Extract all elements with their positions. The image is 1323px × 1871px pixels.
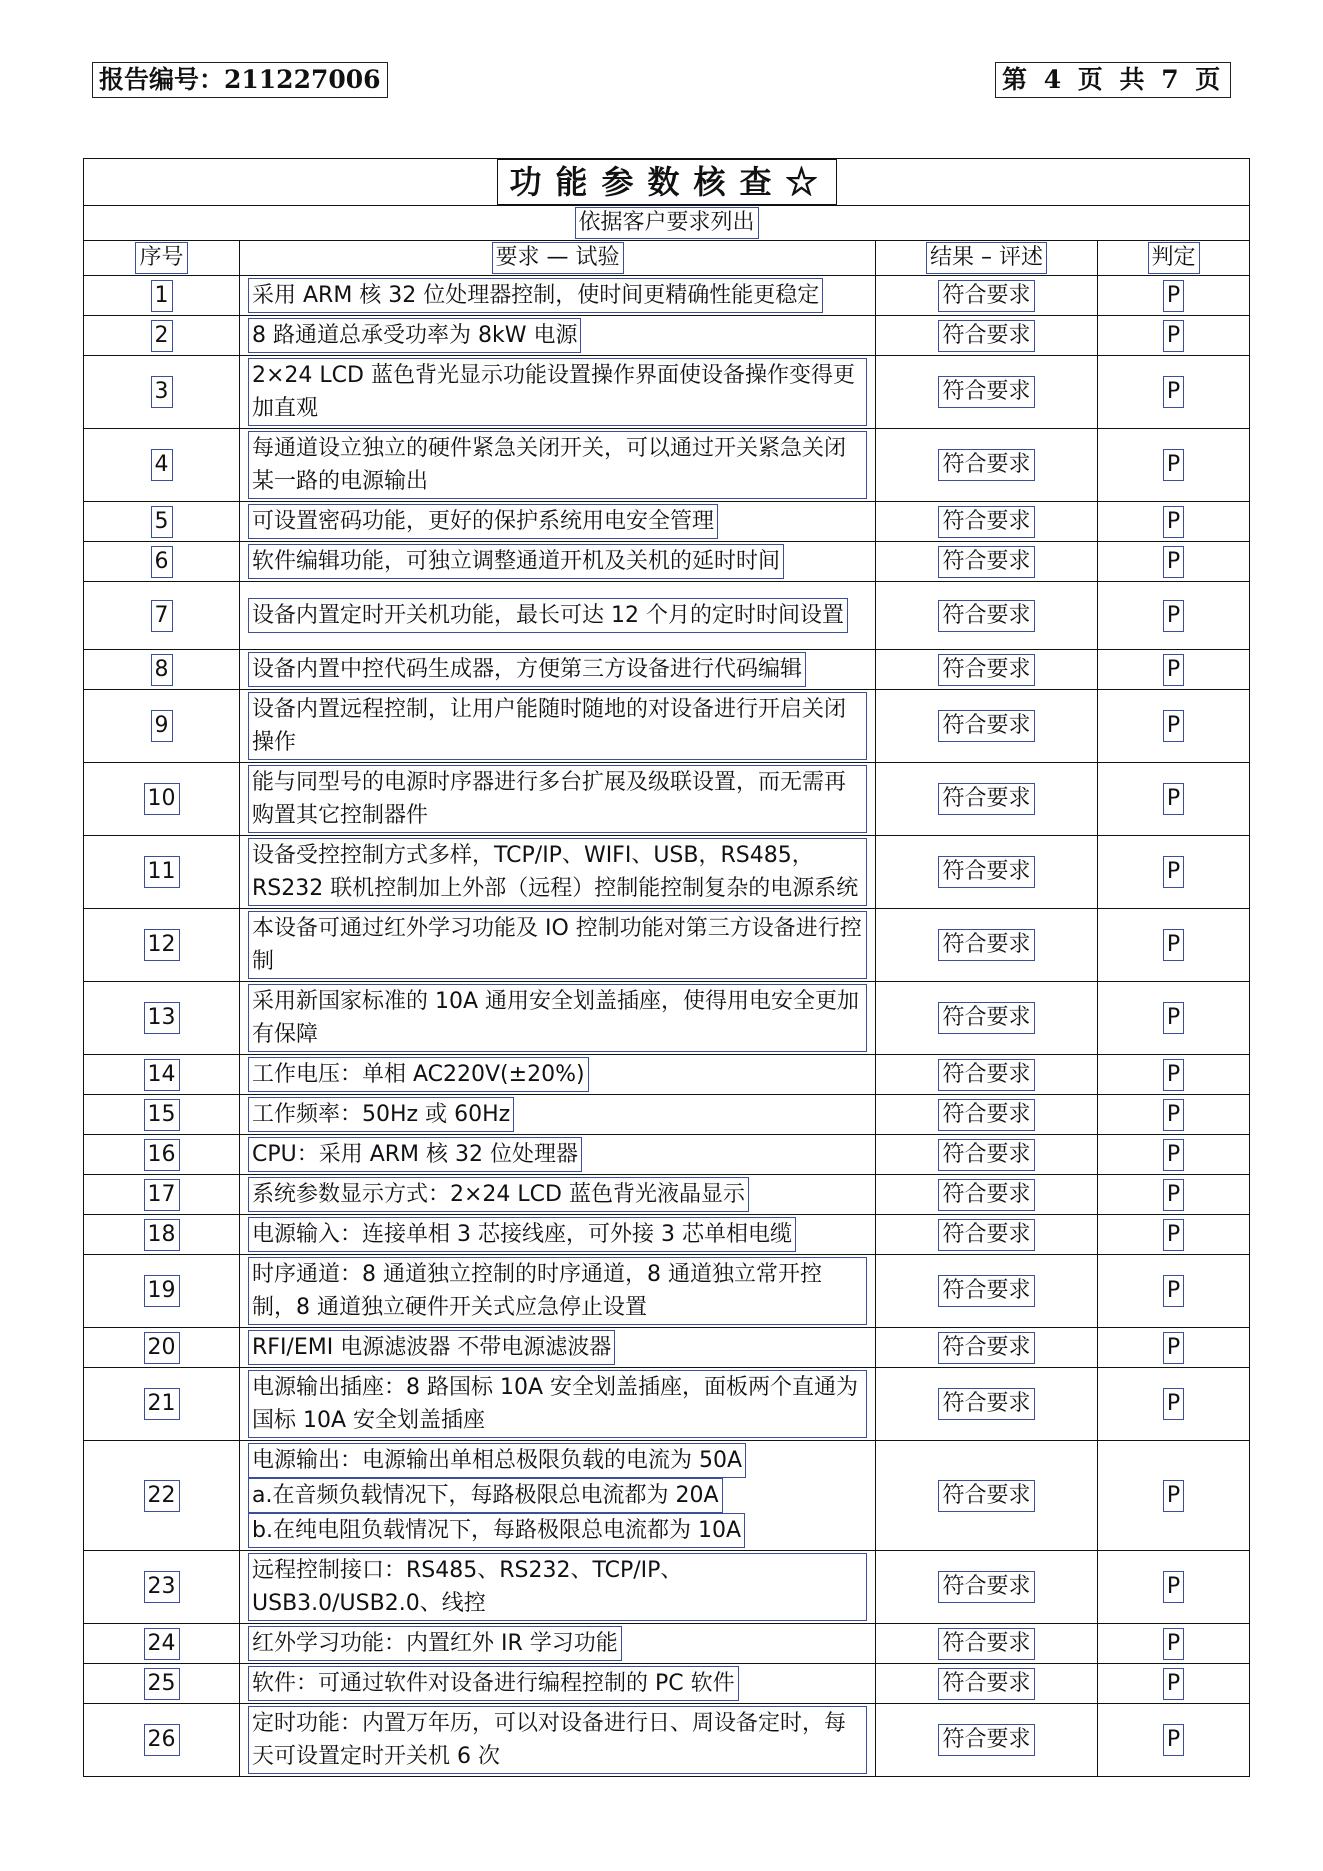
result-cell xyxy=(876,1095,1098,1135)
table-row xyxy=(84,763,1250,836)
requirement-cell xyxy=(240,1215,876,1255)
requirement-cell xyxy=(240,982,876,1055)
verdict-cell xyxy=(1098,1368,1250,1441)
row-number-cell xyxy=(84,316,240,356)
table-title-cell xyxy=(84,159,1250,206)
table-subtitle: 依据客户要求列出 xyxy=(575,207,759,239)
verdict-cell xyxy=(1098,316,1250,356)
result-text: 符合要求 xyxy=(938,856,1034,888)
row-number-cell xyxy=(84,1368,240,1441)
col-header-result-label: 结果 – 评述 xyxy=(926,242,1047,274)
result-cell xyxy=(876,1215,1098,1255)
verdict-cell xyxy=(1098,1704,1250,1777)
table-row xyxy=(84,836,1250,909)
verdict-text: P xyxy=(1163,1571,1184,1603)
result-text: 符合要求 xyxy=(938,654,1034,686)
result-text: 符合要求 xyxy=(938,1139,1034,1171)
table-row xyxy=(84,1215,1250,1255)
row-number: 5 xyxy=(151,506,173,538)
result-cell xyxy=(876,909,1098,982)
verdict-text: P xyxy=(1163,1668,1184,1700)
requirement-text: CPU：采用 ARM 核 32 位处理器 xyxy=(248,1137,582,1172)
col-header-no-label: 序号 xyxy=(135,242,187,274)
row-number: 26 xyxy=(144,1724,180,1756)
row-number: 17 xyxy=(144,1179,180,1211)
requirement-text: 设备内置中控代码生成器，方便第三方设备进行代码编辑 xyxy=(248,652,806,687)
result-text: 符合要求 xyxy=(938,1002,1034,1034)
col-header-no xyxy=(84,241,240,276)
row-number-cell xyxy=(84,1704,240,1777)
col-header-result xyxy=(876,241,1098,276)
result-text: 符合要求 xyxy=(938,1571,1034,1603)
verdict-cell xyxy=(1098,763,1250,836)
result-cell xyxy=(876,582,1098,650)
verdict-text: P xyxy=(1163,654,1184,686)
verdict-cell xyxy=(1098,909,1250,982)
requirement-cell xyxy=(240,1328,876,1368)
row-number-cell xyxy=(84,542,240,582)
row-number: 14 xyxy=(144,1059,180,1091)
requirement-cell xyxy=(240,502,876,542)
requirement-text: 可设置密码功能，更好的保护系统用电安全管理 xyxy=(248,504,718,539)
result-cell xyxy=(876,1624,1098,1664)
requirement-cell xyxy=(240,1255,876,1328)
verdict-cell xyxy=(1098,356,1250,429)
table-row xyxy=(84,909,1250,982)
row-number: 3 xyxy=(151,376,173,408)
table-row xyxy=(84,429,1250,502)
row-number: 19 xyxy=(144,1275,180,1307)
table-row xyxy=(84,1255,1250,1328)
requirement-text: 电源输入：连接单相 3 芯接线座，可外接 3 芯单相电缆 xyxy=(248,1217,796,1252)
row-number: 2 xyxy=(151,320,173,352)
result-text: 符合要求 xyxy=(938,506,1034,538)
verdict-cell xyxy=(1098,1624,1250,1664)
requirement-cell xyxy=(240,1551,876,1624)
result-text: 符合要求 xyxy=(938,783,1034,815)
row-number: 1 xyxy=(151,280,173,312)
requirement-cell xyxy=(240,1624,876,1664)
result-text: 符合要求 xyxy=(938,320,1034,352)
requirement-cell xyxy=(240,1704,876,1777)
row-number-cell xyxy=(84,1441,240,1551)
verdict-cell xyxy=(1098,1328,1250,1368)
table-row xyxy=(84,582,1250,650)
result-cell xyxy=(876,1055,1098,1095)
requirement-text-line: 电源输出：电源输出单相总极限负载的电流为 50A xyxy=(248,1443,746,1478)
verdict-cell xyxy=(1098,1441,1250,1551)
requirement-cell xyxy=(240,1664,876,1704)
result-text: 符合要求 xyxy=(938,710,1034,742)
result-cell xyxy=(876,1441,1098,1551)
requirement-text-line: b.在纯电阻负载情况下，每路极限总电流都为 10A xyxy=(248,1513,745,1548)
result-text: 符合要求 xyxy=(938,1179,1034,1211)
requirement-text: 每通道设立独立的硬件紧急关闭开关，可以通过开关紧急关闭某一路的电源输出 xyxy=(248,431,867,499)
result-text: 符合要求 xyxy=(938,600,1034,632)
row-number-cell xyxy=(84,582,240,650)
requirement-text: 采用新国家标准的 10A 通用安全划盖插座，使得用电安全更加有保障 xyxy=(248,984,867,1052)
col-header-verdict-label: 判定 xyxy=(1148,242,1200,274)
result-cell xyxy=(876,763,1098,836)
requirement-cell xyxy=(240,542,876,582)
verdict-text: P xyxy=(1163,1002,1184,1034)
result-cell xyxy=(876,356,1098,429)
verdict-text: P xyxy=(1163,1275,1184,1307)
result-text: 符合要求 xyxy=(938,1668,1034,1700)
row-number-cell xyxy=(84,1328,240,1368)
result-cell xyxy=(876,1255,1098,1328)
requirement-cell xyxy=(240,276,876,316)
verdict-cell xyxy=(1098,1135,1250,1175)
table-row xyxy=(84,1664,1250,1704)
requirement-cell xyxy=(240,316,876,356)
requirement-cell xyxy=(240,909,876,982)
row-number-cell xyxy=(84,836,240,909)
table-row xyxy=(84,542,1250,582)
table-row xyxy=(84,1368,1250,1441)
verdict-text: P xyxy=(1163,320,1184,352)
row-number: 6 xyxy=(151,546,173,578)
requirement-cell xyxy=(240,690,876,763)
requirement-cell xyxy=(240,429,876,502)
table-row xyxy=(84,276,1250,316)
row-number: 8 xyxy=(151,654,173,686)
result-text: 符合要求 xyxy=(938,546,1034,578)
table-header-row xyxy=(84,241,1250,276)
requirement-cell xyxy=(240,1095,876,1135)
requirement-cell xyxy=(240,1368,876,1441)
table-row xyxy=(84,1624,1250,1664)
row-number: 18 xyxy=(144,1219,180,1251)
col-header-verdict xyxy=(1098,241,1250,276)
verdict-text: P xyxy=(1163,1332,1184,1364)
result-cell xyxy=(876,542,1098,582)
verdict-text: P xyxy=(1163,1179,1184,1211)
result-cell xyxy=(876,690,1098,763)
requirement-text: 红外学习功能：内置红外 IR 学习功能 xyxy=(248,1626,622,1661)
row-number: 13 xyxy=(144,1002,180,1034)
row-number-cell xyxy=(84,356,240,429)
requirement-text: 时序通道：8 通道独立控制的时序通道，8 通道独立常开控制，8 通道独立硬件开关式应急停止设置 xyxy=(248,1257,867,1325)
result-cell xyxy=(876,1328,1098,1368)
result-text: 符合要求 xyxy=(938,1275,1034,1307)
row-number-cell xyxy=(84,763,240,836)
result-cell xyxy=(876,982,1098,1055)
verdict-text: P xyxy=(1163,1628,1184,1660)
row-number-cell xyxy=(84,1175,240,1215)
verdict-cell xyxy=(1098,276,1250,316)
row-number: 24 xyxy=(144,1628,180,1660)
row-number: 25 xyxy=(144,1668,180,1700)
row-number-cell xyxy=(84,1551,240,1624)
result-cell xyxy=(876,650,1098,690)
table-row xyxy=(84,650,1250,690)
table-row xyxy=(84,1095,1250,1135)
table-row xyxy=(84,1441,1250,1551)
result-text: 符合要求 xyxy=(938,1219,1034,1251)
row-number-cell xyxy=(84,1255,240,1328)
requirement-text: 工作频率：50Hz 或 60Hz xyxy=(248,1097,514,1132)
row-number: 15 xyxy=(144,1099,180,1131)
result-cell xyxy=(876,1664,1098,1704)
row-number: 21 xyxy=(144,1388,180,1420)
verdict-cell xyxy=(1098,650,1250,690)
verdict-text: P xyxy=(1163,280,1184,312)
requirement-text: 设备内置远程控制，让用户能随时随地的对设备进行开启关闭操作 xyxy=(248,692,867,760)
requirement-text: 设备受控控制方式多样，TCP/IP、WIFI、USB，RS485，RS232 联机控制加上外部（远程）控制能控制复杂的电源系统 xyxy=(248,838,867,906)
verdict-text: P xyxy=(1163,710,1184,742)
verdict-text: P xyxy=(1163,1480,1184,1512)
table-row xyxy=(84,1328,1250,1368)
requirement-text: 本设备可通过红外学习功能及 IO 控制功能对第三方设备进行控制 xyxy=(248,911,867,979)
verdict-text: P xyxy=(1163,600,1184,632)
requirement-cell xyxy=(240,836,876,909)
table-row xyxy=(84,982,1250,1055)
requirement-cell xyxy=(240,1441,876,1551)
table-subtitle-cell xyxy=(84,206,1250,241)
row-number-cell xyxy=(84,1135,240,1175)
table-row xyxy=(84,1055,1250,1095)
row-number-cell xyxy=(84,1664,240,1704)
result-cell xyxy=(876,1368,1098,1441)
requirement-text: 工作电压：单相 AC220V(±20%) xyxy=(248,1057,589,1092)
verdict-text: P xyxy=(1163,1724,1184,1756)
table-row xyxy=(84,690,1250,763)
result-text: 符合要求 xyxy=(938,1480,1034,1512)
requirement-text: 软件：可通过软件对设备进行编程控制的 PC 软件 xyxy=(248,1666,739,1701)
row-number: 11 xyxy=(144,856,180,888)
row-number: 4 xyxy=(151,449,173,481)
result-text: 符合要求 xyxy=(938,1059,1034,1091)
row-number-cell xyxy=(84,1055,240,1095)
row-number: 10 xyxy=(144,783,180,815)
requirement-text: 采用 ARM 核 32 位处理器控制，使时间更精确性能更稳定 xyxy=(248,278,823,313)
verdict-text: P xyxy=(1163,546,1184,578)
verdict-text: P xyxy=(1163,856,1184,888)
verdict-text: P xyxy=(1163,506,1184,538)
verdict-cell xyxy=(1098,1175,1250,1215)
result-cell xyxy=(876,1175,1098,1215)
table-row xyxy=(84,1551,1250,1624)
verdict-text: P xyxy=(1163,1388,1184,1420)
requirement-text: 定时功能：内置万年历，可以对设备进行日、周设备定时，每天可设置定时开关机 6 次 xyxy=(248,1706,867,1774)
table-title: 功能参数核查☆ xyxy=(497,159,837,205)
result-text: 符合要求 xyxy=(938,1099,1034,1131)
requirement-text: 2×24 LCD 蓝色背光显示功能设置操作界面使设备操作变得更加直观 xyxy=(248,358,867,426)
verdict-text: P xyxy=(1163,1059,1184,1091)
requirement-text: 远程控制接口：RS485、RS232、TCP/IP、USB3.0/USB2.0、线控 xyxy=(248,1553,867,1621)
result-text: 符合要求 xyxy=(938,929,1034,961)
result-cell xyxy=(876,316,1098,356)
requirement-cell xyxy=(240,1135,876,1175)
requirement-text: 系统参数显示方式：2×24 LCD 蓝色背光液晶显示 xyxy=(248,1177,749,1212)
row-number-cell xyxy=(84,1215,240,1255)
requirement-cell xyxy=(240,763,876,836)
requirement-text: 8 路通道总承受功率为 8kW 电源 xyxy=(248,318,581,353)
verdict-text: P xyxy=(1163,376,1184,408)
result-cell xyxy=(876,1135,1098,1175)
table-row xyxy=(84,1704,1250,1777)
row-number: 20 xyxy=(144,1332,180,1364)
verdict-cell xyxy=(1098,1255,1250,1328)
result-cell xyxy=(876,429,1098,502)
result-text: 符合要求 xyxy=(938,1332,1034,1364)
requirement-cell xyxy=(240,356,876,429)
result-text: 符合要求 xyxy=(938,376,1034,408)
result-text: 符合要求 xyxy=(938,1724,1034,1756)
requirement-cell xyxy=(240,582,876,650)
row-number: 23 xyxy=(144,1571,180,1603)
row-number-cell xyxy=(84,502,240,542)
verdict-text: P xyxy=(1163,1099,1184,1131)
verdict-text: P xyxy=(1163,1139,1184,1171)
verdict-cell xyxy=(1098,1664,1250,1704)
row-number-cell xyxy=(84,909,240,982)
requirement-cell xyxy=(240,1055,876,1095)
result-text: 符合要求 xyxy=(938,449,1034,481)
row-number-cell xyxy=(84,650,240,690)
col-header-requirement-label: 要求 — 试验 xyxy=(492,242,624,274)
verdict-cell xyxy=(1098,1551,1250,1624)
table-row xyxy=(84,316,1250,356)
row-number: 12 xyxy=(144,929,180,961)
page-number: 第 4 页 共 7 页 xyxy=(995,62,1231,98)
requirement-text-line: a.在音频负载情况下，每路极限总电流都为 20A xyxy=(248,1478,723,1513)
verdict-text: P xyxy=(1163,1219,1184,1251)
result-cell xyxy=(876,836,1098,909)
requirement-text: RFI/EMI 电源滤波器 不带电源滤波器 xyxy=(248,1330,615,1365)
verdict-cell xyxy=(1098,542,1250,582)
row-number-cell xyxy=(84,1624,240,1664)
verdict-cell xyxy=(1098,690,1250,763)
verdict-cell xyxy=(1098,1055,1250,1095)
verdict-cell xyxy=(1098,502,1250,542)
requirement-text: 电源输出插座：8 路国标 10A 安全划盖插座，面板两个直通为国标 10A 安全划盖插座 xyxy=(248,1370,867,1438)
row-number: 16 xyxy=(144,1139,180,1171)
requirement-text: 设备内置定时开关机功能，最长可达 12 个月的定时时间设置 xyxy=(248,598,848,633)
table-row xyxy=(84,1175,1250,1215)
verdict-cell xyxy=(1098,429,1250,502)
report-number: 报告编号：211227006 xyxy=(92,62,388,98)
verdict-text: P xyxy=(1163,783,1184,815)
row-number-cell xyxy=(84,690,240,763)
result-text: 符合要求 xyxy=(938,1628,1034,1660)
requirement-cell xyxy=(240,1175,876,1215)
verdict-cell xyxy=(1098,1095,1250,1135)
verdict-cell xyxy=(1098,982,1250,1055)
row-number: 9 xyxy=(151,710,173,742)
result-cell xyxy=(876,1704,1098,1777)
row-number-cell xyxy=(84,1095,240,1135)
verdict-cell xyxy=(1098,582,1250,650)
verdict-cell xyxy=(1098,836,1250,909)
table-row xyxy=(84,502,1250,542)
table-row xyxy=(84,356,1250,429)
result-cell xyxy=(876,276,1098,316)
verdict-text: P xyxy=(1163,929,1184,961)
function-parameter-table xyxy=(83,158,1250,1777)
requirement-text: 软件编辑功能，可独立调整通道开机及关机的延时时间 xyxy=(248,544,784,579)
row-number-cell xyxy=(84,276,240,316)
result-text: 符合要求 xyxy=(938,1388,1034,1420)
col-header-requirement xyxy=(240,241,876,276)
row-number-cell xyxy=(84,982,240,1055)
row-number: 22 xyxy=(144,1480,180,1512)
table-row xyxy=(84,1135,1250,1175)
verdict-text: P xyxy=(1163,449,1184,481)
row-number-cell xyxy=(84,429,240,502)
result-cell xyxy=(876,1551,1098,1624)
result-text: 符合要求 xyxy=(938,280,1034,312)
result-cell xyxy=(876,502,1098,542)
row-number: 7 xyxy=(151,600,173,632)
requirement-cell xyxy=(240,650,876,690)
verdict-cell xyxy=(1098,1215,1250,1255)
requirement-text: 能与同型号的电源时序器进行多台扩展及级联设置，而无需再购置其它控制器件 xyxy=(248,765,867,833)
